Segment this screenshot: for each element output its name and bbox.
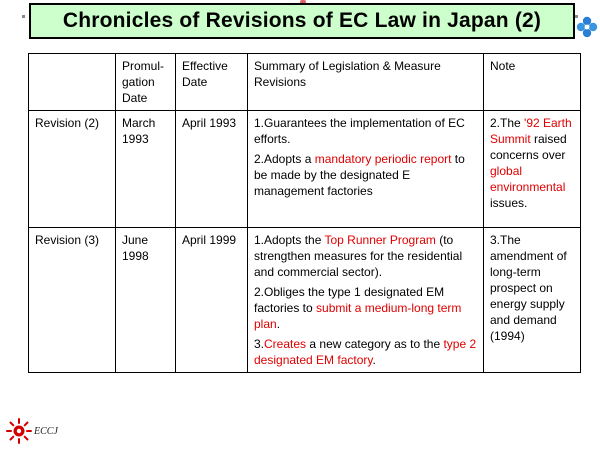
blue-flower-icon bbox=[576, 16, 598, 38]
text-run: issues. bbox=[490, 196, 528, 210]
text-run: 1.Adopts the bbox=[254, 233, 325, 247]
header-effective-date: Effective Date bbox=[176, 54, 248, 111]
header-summary: Summary of Legislation & Measure Revisions bbox=[248, 54, 484, 111]
revisions-table bbox=[28, 53, 581, 373]
note-cell bbox=[484, 228, 581, 373]
text-run: 2.The bbox=[490, 116, 525, 130]
text-run: raised concerns over bbox=[490, 132, 567, 162]
highlighted-text: '92 Earth Summit bbox=[490, 116, 572, 146]
highlighted-text: submit a medium-long term plan bbox=[254, 301, 462, 331]
summary-cell bbox=[248, 228, 484, 373]
promulgation-date: March 1993 bbox=[116, 111, 176, 228]
highlighted-text: type 2 designated EM factory bbox=[254, 337, 477, 367]
effective-date: April 1999 bbox=[176, 228, 248, 373]
text-run: 3. bbox=[254, 337, 265, 351]
cell-paragraph bbox=[490, 232, 575, 344]
header-blank bbox=[29, 54, 116, 111]
text-run: 1.Guarantees the implementation of EC efforts. bbox=[254, 116, 465, 146]
cell-paragraph bbox=[254, 115, 478, 147]
slide-title: Chronicles of Revisions of EC Law in Japan (2) bbox=[29, 3, 575, 39]
text-run: (to strengthen measures for the residential and commercial sector). bbox=[254, 233, 463, 279]
text-run: 3.The amendment of long-term prospect on energy supply and demand (1994) bbox=[490, 233, 567, 343]
text-run: 2.Adopts a bbox=[254, 152, 315, 166]
highlighted-text: Top Runner Program bbox=[324, 233, 436, 247]
row-label: Revision (3) bbox=[29, 228, 116, 373]
cell-paragraph bbox=[254, 336, 478, 368]
cell-paragraph bbox=[254, 232, 478, 280]
highlighted-text: mandatory periodic report bbox=[314, 152, 452, 166]
row-label: Revision (2) bbox=[29, 111, 116, 228]
table-row bbox=[29, 228, 581, 373]
eccj-logo-text: ECCJ bbox=[34, 426, 58, 437]
decorative-dot bbox=[22, 15, 25, 18]
table-header-row bbox=[29, 54, 581, 111]
highlighted-text: global environmental bbox=[490, 164, 566, 194]
header-promulgation-date: Promul-gation Date bbox=[116, 54, 176, 111]
summary-cell bbox=[248, 111, 484, 228]
eccj-sun-logo-icon bbox=[6, 418, 32, 444]
text-run: a new category as to the bbox=[306, 337, 444, 351]
cell-paragraph bbox=[490, 115, 575, 211]
note-cell bbox=[484, 111, 581, 228]
header-note: Note bbox=[484, 54, 581, 111]
promulgation-date: June 1998 bbox=[116, 228, 176, 373]
table-row bbox=[29, 111, 581, 228]
cell-paragraph bbox=[254, 284, 478, 332]
text-run: 2.Obliges the type 1 designated EM factories to bbox=[254, 285, 445, 315]
highlighted-text: Creates bbox=[264, 337, 307, 351]
text-run: . bbox=[372, 353, 376, 367]
cell-paragraph bbox=[254, 151, 478, 199]
text-run: . bbox=[276, 317, 281, 331]
effective-date: April 1993 bbox=[176, 111, 248, 228]
text-run: to be made by the designated E management factories bbox=[254, 152, 465, 198]
